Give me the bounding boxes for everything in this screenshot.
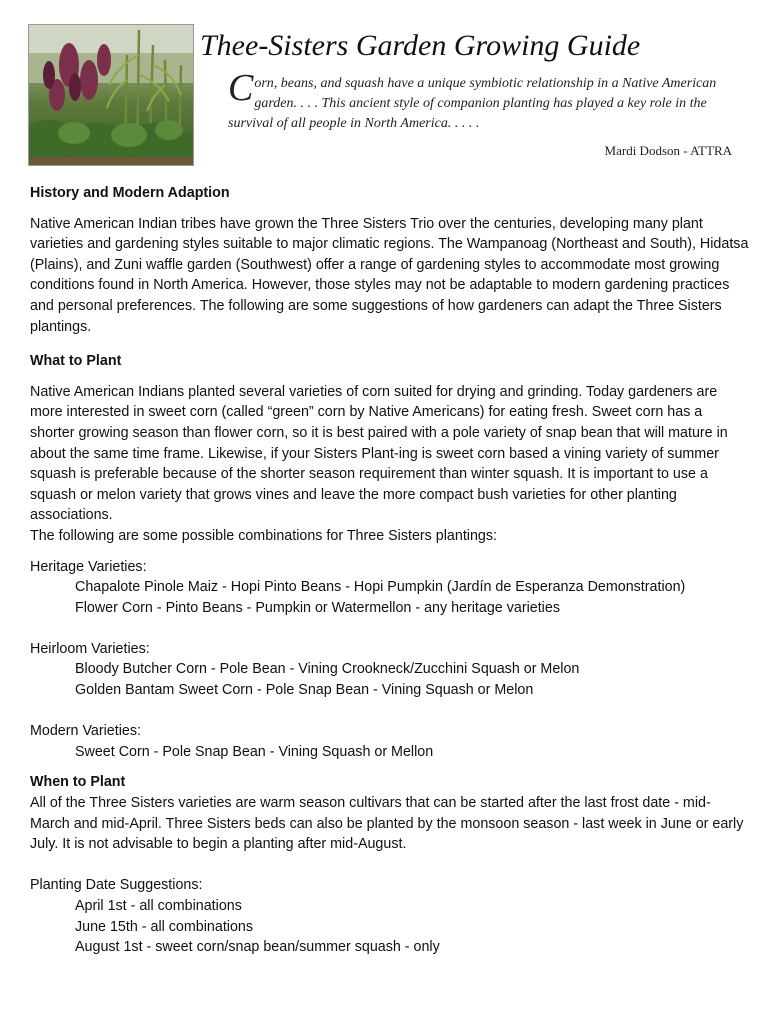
- date-item: August 1st - sweet corn/snap bean/summer squash - only: [75, 939, 440, 956]
- modern-label: Modern Varieties:: [30, 723, 141, 740]
- quote-dropcap: C: [228, 67, 254, 109]
- date-item: June 15th - all combinations: [75, 918, 254, 935]
- quote-text: orn, beans, and squash have a unique symbiotic relationship in a Native American garden. . . . This ancient style of companion planting has played a key role in the survival of all people in North America. . . . .: [228, 76, 717, 131]
- modern-item: Sweet Corn - Pole Snap Bean - Vining Squash or Mellon: [75, 743, 434, 760]
- date-item: April 1st - all combinations: [75, 898, 242, 914]
- what-paragraph: Native American Indians planted several varieties of corn suited for drying and grinding. Today gardeners are more interested in sweet corn (called “green” corn by Native Americans) for eating fresh. Sweet corn has a shorter growing season than flower corn, so it is best paired with a pole variety of snap bean that will mature in about the same time frame. Likewise, if your Sisters Plant-ing is sweet corn based a vining variety of summer squash is preferable because of the shorter season requirement than winter squash. It is important to use a squash or melon variety that grows vines and leave the more compact bush varieties for other planting associations.: [30, 383, 728, 524]
- intro-quote: [228, 67, 736, 134]
- what-intro: The following are some possible combinations for Three Sisters plantings:: [30, 527, 498, 544]
- heirloom-item: Bloody Butcher Corn - Pole Bean - Vining Crookneck/Zucchini Squash or Melon: [75, 661, 580, 678]
- heritage-label: Heritage Varieties:: [30, 558, 147, 575]
- when-heading: When to Plant: [30, 774, 126, 791]
- what-heading: What to Plant: [30, 353, 122, 370]
- quote-attribution: Mardi Dodson - ATTRA: [604, 143, 732, 158]
- heritage-item: Chapalote Pinole Maiz - Hopi Pinto Beans - Hopi Pumpkin (Jardín de Esperanza Demonstration): [75, 579, 686, 596]
- when-paragraph: All of the Three Sisters varieties are warm season cultivars that can be started after the last frost date - mid-March and mid-April. Three Sisters beds can also be planted by the monsoon season - last week in June or early July. It is not advisable to begin a planting after mid-August.: [30, 795, 744, 853]
- document-body: [30, 183, 750, 958]
- heirloom-item: Golden Bantam Sweet Corn - Pole Snap Bean - Vining Squash or Melon: [75, 682, 534, 699]
- garden-photo: [28, 24, 194, 166]
- history-heading: History and Modern Adaption: [30, 185, 230, 201]
- heritage-item: Flower Corn - Pinto Beans - Pumpkin or Watermellon - any heritage varieties: [75, 599, 560, 616]
- history-paragraph: Native American Indian tribes have grown the Three Sisters Trio over the centuries, developing many plant varieties and gardening styles suitable to major climatic regions. The Wampanoag (Northeast and South), Hidatsa (Plains), and Zuni waffle garden (Southwest) offer a range of gardening styles to accommodate most growing conditions found in North America. However, those styles may not be adaptable to modern gardening practices and personal preferences. The following are some suggestions of how gardeners can adapt the Three Sisters plantings.: [30, 215, 749, 335]
- page-title: Thee-Sisters Garden Growing Guide: [200, 29, 641, 62]
- heirloom-label: Heirloom Varieties:: [30, 640, 150, 657]
- dates-label: Planting Date Suggestions:: [30, 877, 203, 894]
